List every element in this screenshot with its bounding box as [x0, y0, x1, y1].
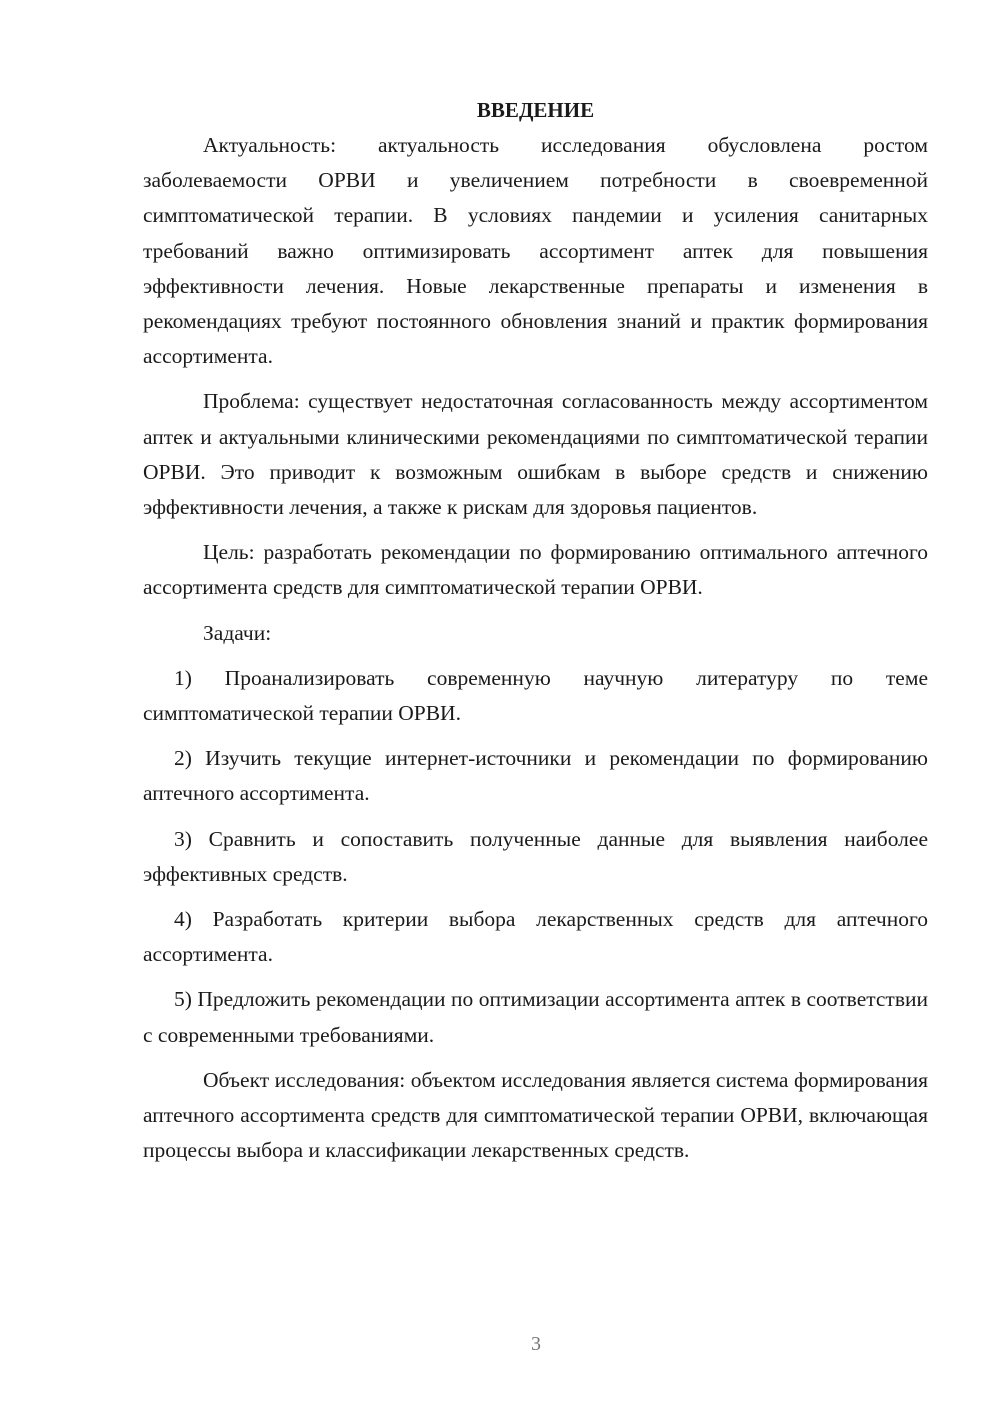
- section-heading: ВВЕДЕНИЕ: [476, 98, 595, 122]
- task-item: 5) Предложить рекомендации по оптимизации ассортимента аптек в соответствии с современными требованиями.: [143, 987, 928, 1047]
- task-item: 1) Проанализировать современную научную литературу по теме симптоматической терапии ОРВИ.: [143, 665, 928, 726]
- task-item: 4) Разработать критерии выбора лекарственных средств для аптечного ассортимента.: [143, 907, 928, 967]
- paragraph-goal: Цель: разработать рекомендации по формированию оптимального аптечного ассортимента средств для симптоматической терапии ОРВИ.: [143, 540, 928, 600]
- paragraph-object: Объект исследования: объектом исследования является система формирования аптечного ассортимента средств для симптоматической терапии ОРВИ, включающая процессы выбора и классификации лекарственных средств.: [143, 1067, 928, 1163]
- paragraph-problem: Проблема: существует недостаточная согласованность между ассортиментом аптек и актуальными клиническими рекомендациями по симптоматической терапии ОРВИ. Это приводит к возможным ошибкам в выборе средств и снижению эффективности лечения, а также к рискам для здоровья пациентов.: [143, 389, 928, 520]
- document-page: [143, 93, 928, 1168]
- paragraph-relevance: Актуальность: актуальность исследования обусловлена ростом заболеваемости ОРВИ и увеличением потребности в своевременной симптоматической терапии. В условиях пандемии и усиления санитарных требований важно оптимизировать ассортимент аптек для повышения эффективности лечения. Новые лекарственные препараты и изменения в рекомендациях требуют постоянного обновления знаний и практик формирования ассортимента.: [143, 133, 928, 369]
- page-number: 3: [531, 1333, 541, 1355]
- task-item: 3) Сравнить и сопоставить полученные данные для выявления наиболее эффективных средств.: [143, 826, 928, 886]
- task-item: 2) Изучить текущие интернет-источники и рекомендации по формированию аптечного ассортимента.: [143, 746, 928, 806]
- tasks-label: Задачи:: [203, 620, 272, 645]
